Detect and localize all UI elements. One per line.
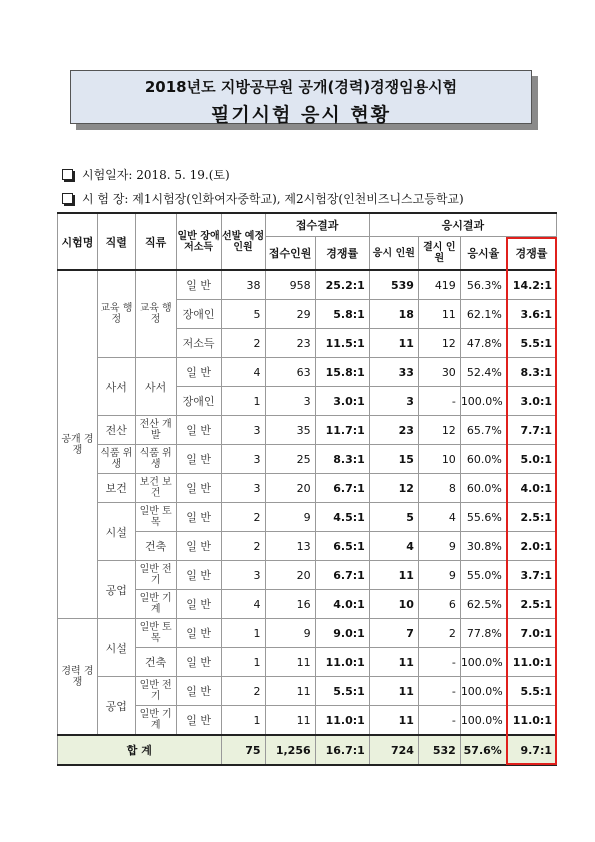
rank-cell: 시설: [97, 503, 135, 561]
exam-ratio-cell: 5.5:1: [506, 329, 556, 358]
recv-count-cell: 11: [265, 648, 315, 677]
selected-cell: 1: [221, 706, 265, 736]
title-line2: 필기시험 응시 현황: [210, 104, 392, 126]
table-row: [58, 416, 557, 445]
category-cell: 일 반: [176, 561, 221, 590]
rank-cell: 사서: [97, 358, 135, 416]
absent-cell: 12: [418, 416, 460, 445]
rate-cell: 30.8%: [460, 532, 506, 561]
recv-count-cell: 29: [265, 300, 315, 329]
absent-cell: 9: [418, 561, 460, 590]
total-selected: 75: [221, 735, 265, 765]
recv-count-cell: 20: [265, 474, 315, 503]
exam-ratio-cell: 5.0:1: [506, 445, 556, 474]
absent-cell: -: [418, 706, 460, 736]
rate-cell: 47.8%: [460, 329, 506, 358]
recv-ratio-cell: 25.2:1: [315, 270, 369, 300]
selected-cell: 3: [221, 416, 265, 445]
info-venue: [62, 190, 464, 207]
rate-cell: 65.7%: [460, 416, 506, 445]
title-box: [70, 70, 532, 124]
type-cell: 사서: [135, 358, 176, 416]
rate-cell: 62.5%: [460, 590, 506, 619]
recv-count-cell: 11: [265, 706, 315, 736]
rate-cell: 52.4%: [460, 358, 506, 387]
absent-cell: -: [418, 677, 460, 706]
exam-count-cell: 3: [369, 387, 418, 416]
selected-cell: 1: [221, 387, 265, 416]
rank-cell: 시설: [97, 619, 135, 677]
category-cell: 일 반: [176, 590, 221, 619]
recv-ratio-cell: 15.8:1: [315, 358, 369, 387]
absent-cell: 4: [418, 503, 460, 532]
header-category: 일반 장애 저소득: [176, 213, 221, 270]
recv-ratio-cell: 3.0:1: [315, 387, 369, 416]
header-exam: 시험명: [58, 213, 98, 270]
category-cell: 일 반: [176, 358, 221, 387]
type-cell: 건축: [135, 648, 176, 677]
type-cell: 보건 보건: [135, 474, 176, 503]
category-cell: 일 반: [176, 532, 221, 561]
rate-cell: 55.6%: [460, 503, 506, 532]
category-cell: 일 반: [176, 474, 221, 503]
category-cell: 장애인: [176, 387, 221, 416]
selected-cell: 2: [221, 532, 265, 561]
header-rank: 직렬: [97, 213, 135, 270]
selected-cell: 1: [221, 619, 265, 648]
selected-cell: 2: [221, 677, 265, 706]
total-absent: 532: [418, 735, 460, 765]
exam-count-cell: 15: [369, 445, 418, 474]
recv-ratio-cell: 11.0:1: [315, 648, 369, 677]
exam-ratio-cell: 7.7:1: [506, 416, 556, 445]
recv-count-cell: 11: [265, 677, 315, 706]
recv-ratio-cell: 5.5:1: [315, 677, 369, 706]
exam-ratio-cell: 2.0:1: [506, 532, 556, 561]
table-row: [58, 503, 557, 532]
exam-ratio-cell: 3.0:1: [506, 387, 556, 416]
recv-ratio-cell: 11.5:1: [315, 329, 369, 358]
selected-cell: 3: [221, 445, 265, 474]
rank-cell: 식품 위생: [97, 445, 135, 474]
exam-ratio-cell: 11.0:1: [506, 706, 556, 736]
recv-count-cell: 25: [265, 445, 315, 474]
selected-cell: 5: [221, 300, 265, 329]
type-cell: 일반 토목: [135, 619, 176, 648]
recv-ratio-cell: 4.5:1: [315, 503, 369, 532]
checkbox-square-icon: [62, 193, 73, 204]
category-cell: 일 반: [176, 677, 221, 706]
selected-cell: 4: [221, 358, 265, 387]
table-row: [58, 358, 557, 387]
rank-cell: 보건: [97, 474, 135, 503]
exam-ratio-cell: 5.5:1: [506, 677, 556, 706]
category-cell: 일 반: [176, 416, 221, 445]
rate-cell: 100.0%: [460, 706, 506, 736]
total-recv-count: 1,256: [265, 735, 315, 765]
rate-cell: 100.0%: [460, 677, 506, 706]
absent-cell: 9: [418, 532, 460, 561]
absent-cell: 8: [418, 474, 460, 503]
category-cell: 일 반: [176, 648, 221, 677]
type-cell: 일반 기계: [135, 706, 176, 736]
absent-cell: -: [418, 387, 460, 416]
type-cell: 일반 기계: [135, 590, 176, 619]
rate-cell: 77.8%: [460, 619, 506, 648]
group-open: 공개 경쟁: [58, 270, 98, 619]
selected-cell: 3: [221, 561, 265, 590]
recv-ratio-cell: 8.3:1: [315, 445, 369, 474]
table-row: [58, 677, 557, 706]
exam-count-cell: 11: [369, 677, 418, 706]
absent-cell: 12: [418, 329, 460, 358]
category-cell: 일 반: [176, 619, 221, 648]
rate-cell: 55.0%: [460, 561, 506, 590]
selected-cell: 2: [221, 503, 265, 532]
rate-cell: 60.0%: [460, 474, 506, 503]
total-exam-count: 724: [369, 735, 418, 765]
absent-cell: 6: [418, 590, 460, 619]
header-exam-group: 응시결과: [369, 213, 556, 237]
recv-count-cell: 20: [265, 561, 315, 590]
exam-ratio-cell: 4.0:1: [506, 474, 556, 503]
selected-cell: 2: [221, 329, 265, 358]
absent-cell: 30: [418, 358, 460, 387]
rate-cell: 100.0%: [460, 648, 506, 677]
exam-ratio-cell: 11.0:1: [506, 648, 556, 677]
selected-cell: 1: [221, 648, 265, 677]
recv-ratio-cell: 6.7:1: [315, 561, 369, 590]
total-rate: 57.6%: [460, 735, 506, 765]
rank-cell: 공업: [97, 561, 135, 619]
category-cell: 일 반: [176, 445, 221, 474]
selected-cell: 38: [221, 270, 265, 300]
exam-ratio-cell: 2.5:1: [506, 503, 556, 532]
header-type: 직류: [135, 213, 176, 270]
absent-cell: 10: [418, 445, 460, 474]
recv-count-cell: 63: [265, 358, 315, 387]
recv-count-cell: 9: [265, 503, 315, 532]
checkbox-square-icon: [62, 169, 73, 180]
type-cell: 교육 행정: [135, 270, 176, 358]
total-label: 합 계: [58, 735, 222, 765]
selected-cell: 3: [221, 474, 265, 503]
recv-count-cell: 23: [265, 329, 315, 358]
type-cell: 식품 위생: [135, 445, 176, 474]
table-row: [58, 445, 557, 474]
category-cell: 일 반: [176, 503, 221, 532]
header-exam-ratio: 경쟁률: [506, 237, 556, 271]
recv-ratio-cell: 6.7:1: [315, 474, 369, 503]
category-cell: 장애인: [176, 300, 221, 329]
rank-cell: 공업: [97, 677, 135, 736]
table-row: [58, 270, 557, 300]
category-cell: 저소득: [176, 329, 221, 358]
table-row: [58, 474, 557, 503]
total-exam-ratio: 9.7:1: [506, 735, 556, 765]
type-cell: 건축: [135, 532, 176, 561]
exam-ratio-cell: 3.6:1: [506, 300, 556, 329]
rate-cell: 60.0%: [460, 445, 506, 474]
exam-count-cell: 10: [369, 590, 418, 619]
selected-cell: 4: [221, 590, 265, 619]
exam-count-cell: 5: [369, 503, 418, 532]
recv-count-cell: 16: [265, 590, 315, 619]
total-recv-ratio: 16.7:1: [315, 735, 369, 765]
info-date: [62, 166, 230, 183]
exam-ratio-cell: 3.7:1: [506, 561, 556, 590]
recv-ratio-cell: 5.8:1: [315, 300, 369, 329]
header-recv-count: 접수인원: [265, 237, 315, 271]
rank-cell: 전산: [97, 416, 135, 445]
rate-cell: 62.1%: [460, 300, 506, 329]
recv-count-cell: 958: [265, 270, 315, 300]
category-cell: 일 반: [176, 706, 221, 736]
absent-cell: 11: [418, 300, 460, 329]
exam-count-cell: 23: [369, 416, 418, 445]
type-cell: 전산 개발: [135, 416, 176, 445]
rank-cell: 교육 행정: [97, 270, 135, 358]
exam-status-table: [57, 212, 557, 766]
header-rate: 응시율: [460, 237, 506, 271]
table-row: [58, 561, 557, 590]
rate-cell: 100.0%: [460, 387, 506, 416]
header-absent: 결시 인원: [418, 237, 460, 271]
table-row: [58, 619, 557, 648]
recv-ratio-cell: 6.5:1: [315, 532, 369, 561]
type-cell: 일반 전기: [135, 677, 176, 706]
rate-cell: 56.3%: [460, 270, 506, 300]
recv-ratio-cell: 11.7:1: [315, 416, 369, 445]
exam-count-cell: 33: [369, 358, 418, 387]
header-selected: 선발 예정 인원: [221, 213, 265, 270]
exam-count-cell: 539: [369, 270, 418, 300]
recv-ratio-cell: 9.0:1: [315, 619, 369, 648]
exam-count-cell: 7: [369, 619, 418, 648]
type-cell: 일반 전기: [135, 561, 176, 590]
recv-count-cell: 35: [265, 416, 315, 445]
info-venue-text: 시 험 장: 제1시험장(인화여자중학교), 제2시험장(인천비즈니스고등학교): [82, 192, 464, 206]
type-cell: 일반 토목: [135, 503, 176, 532]
header-recv-group: 접수결과: [265, 213, 369, 237]
category-cell: 일 반: [176, 270, 221, 300]
exam-ratio-cell: 14.2:1: [506, 270, 556, 300]
exam-count-cell: 11: [369, 561, 418, 590]
total-row: [58, 735, 557, 765]
exam-count-cell: 11: [369, 329, 418, 358]
header-exam-count: 응시 인원: [369, 237, 418, 271]
absent-cell: -: [418, 648, 460, 677]
recv-count-cell: 9: [265, 619, 315, 648]
info-date-text: 시험일자: 2018. 5. 19.(토): [82, 168, 230, 182]
recv-count-cell: 3: [265, 387, 315, 416]
exam-count-cell: 12: [369, 474, 418, 503]
exam-ratio-cell: 8.3:1: [506, 358, 556, 387]
recv-ratio-cell: 11.0:1: [315, 706, 369, 736]
title-line1: 2018년도 지방공무원 공개(경력)경쟁임용시험: [144, 78, 458, 96]
group-career: 경력 경쟁: [58, 619, 98, 736]
exam-count-cell: 18: [369, 300, 418, 329]
header-recv-ratio: 경쟁률: [315, 237, 369, 271]
exam-count-cell: 11: [369, 648, 418, 677]
exam-ratio-cell: 7.0:1: [506, 619, 556, 648]
exam-count-cell: 4: [369, 532, 418, 561]
recv-ratio-cell: 4.0:1: [315, 590, 369, 619]
exam-ratio-cell: 2.5:1: [506, 590, 556, 619]
exam-count-cell: 11: [369, 706, 418, 736]
absent-cell: 419: [418, 270, 460, 300]
absent-cell: 2: [418, 619, 460, 648]
recv-count-cell: 13: [265, 532, 315, 561]
